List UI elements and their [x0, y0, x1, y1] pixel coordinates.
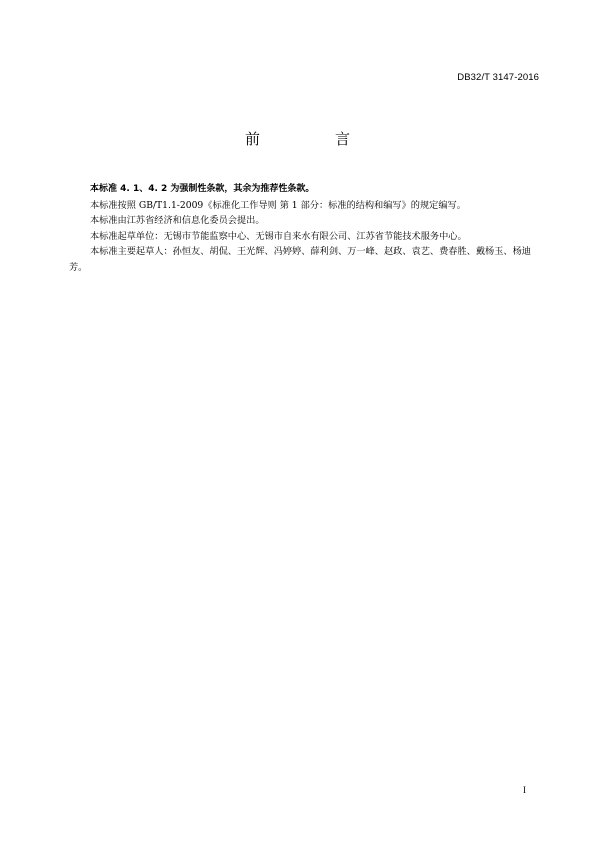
proposer-paragraph: 本标准由江苏省经济和信息化委员会提出。: [90, 215, 265, 226]
drafters-paragraph: 本标准主要起草人：孙恒友、胡侃、王光辉、冯婷婷、薛利剑、万一峰、赵政、袁艺、费春胜、戴杨玉、杨迪芳。: [69, 246, 531, 273]
section-title: 前 言: [244, 130, 380, 148]
preface-body: [69, 182, 541, 275]
mandatory-clause-paragraph: 本标准 4. 1、4. 2 为强制性条款，其余为推荐性条款。: [90, 184, 315, 194]
drafting-standard-paragraph: 本标准按照 GB/T1.1-2009《标准化工作导则 第 1 部分：标准的结构和编写》的规定编写。: [90, 199, 466, 211]
page-number: I: [523, 785, 526, 795]
drafting-units-paragraph: 本标准起草单位：无锡市节能监察中心、无锡市自来水有限公司、江苏省节能技术服务中心。: [90, 230, 467, 242]
document-code: DB32/T 3147-2016: [457, 72, 539, 83]
